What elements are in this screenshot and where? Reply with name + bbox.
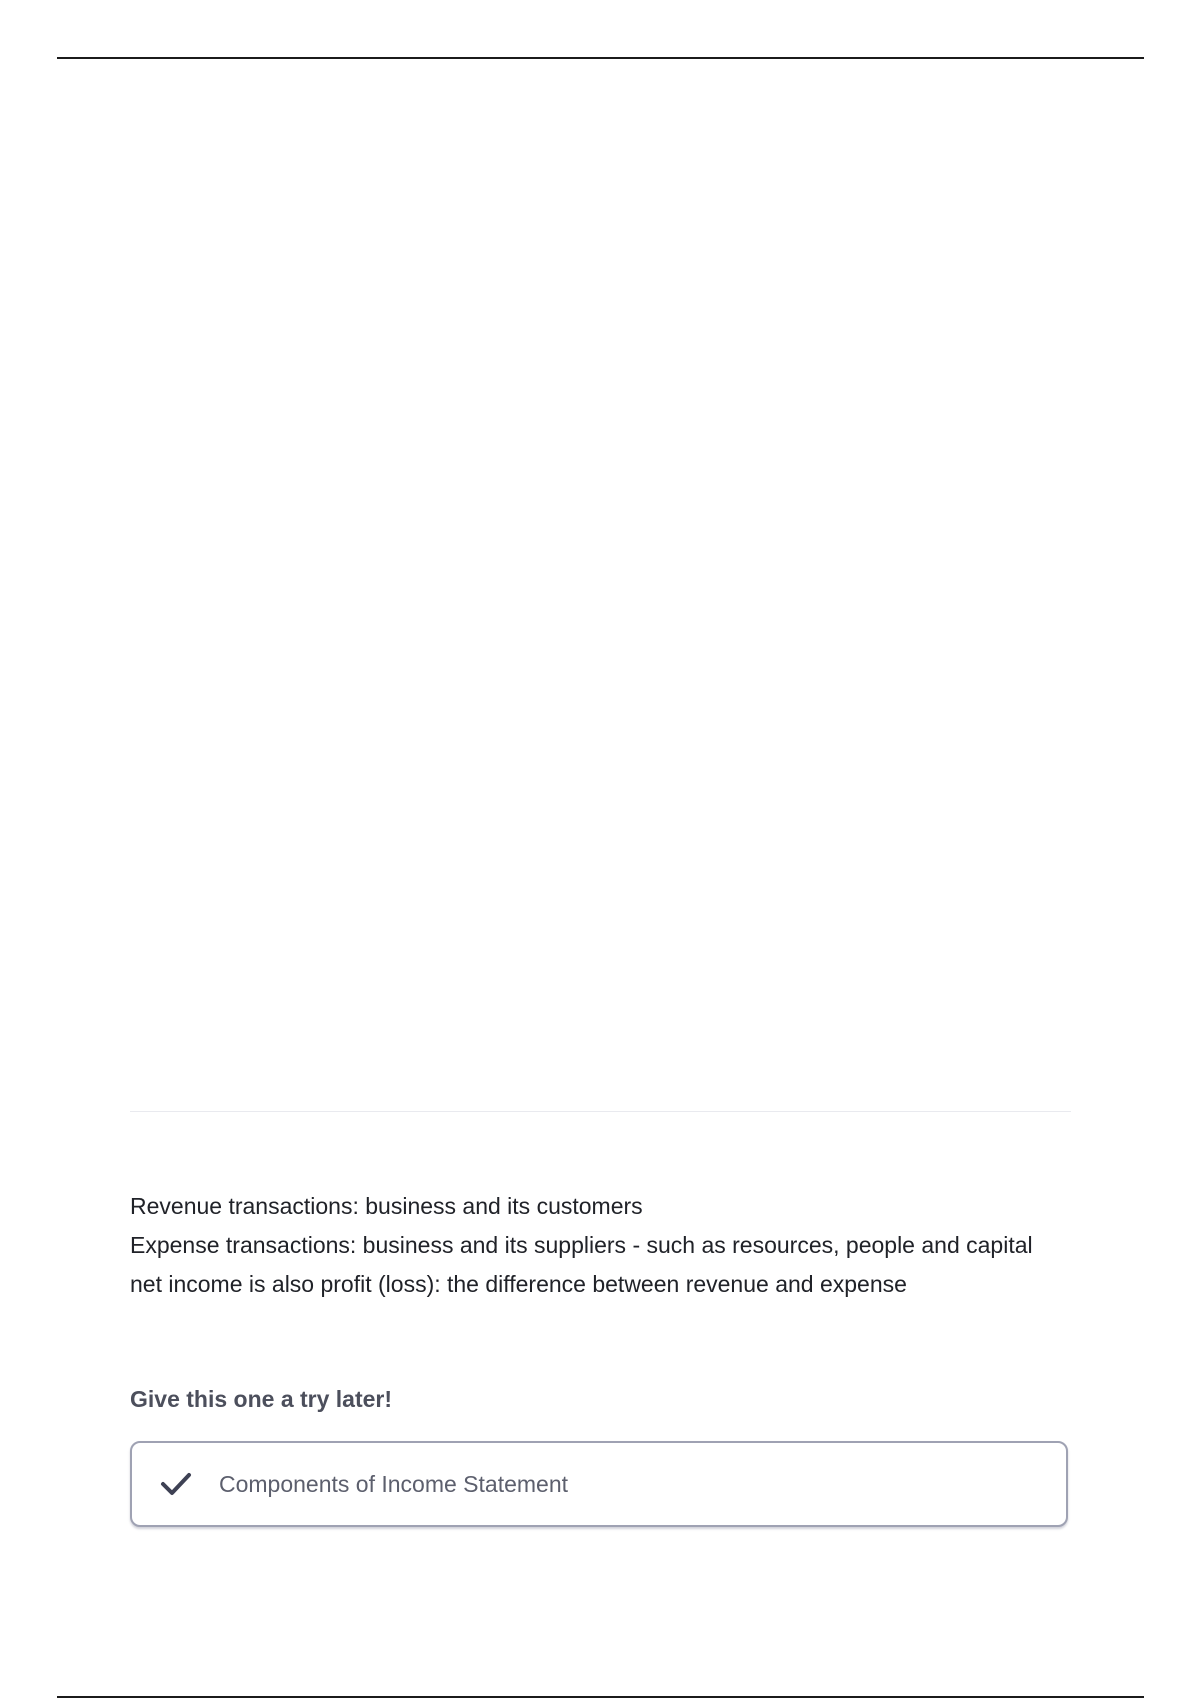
try-later-prompt: Give this one a try later!	[130, 1386, 393, 1412]
check-icon	[159, 1467, 193, 1501]
answer-option-button[interactable]	[130, 1441, 1068, 1527]
note-line-expense: Expense transactions: business and its suppliers - such as resources, people and capital	[130, 1232, 1033, 1258]
card-notes	[130, 1187, 1050, 1304]
note-line-revenue: Revenue transactions: business and its customers	[130, 1193, 643, 1219]
bottom-rule	[57, 1696, 1144, 1698]
section-divider	[130, 1111, 1071, 1112]
top-rule	[57, 57, 1144, 59]
answer-option-label: Components of Income Statement	[219, 1470, 569, 1497]
note-line-net-income: net income is also profit (loss): the difference between revenue and expense	[130, 1271, 907, 1297]
